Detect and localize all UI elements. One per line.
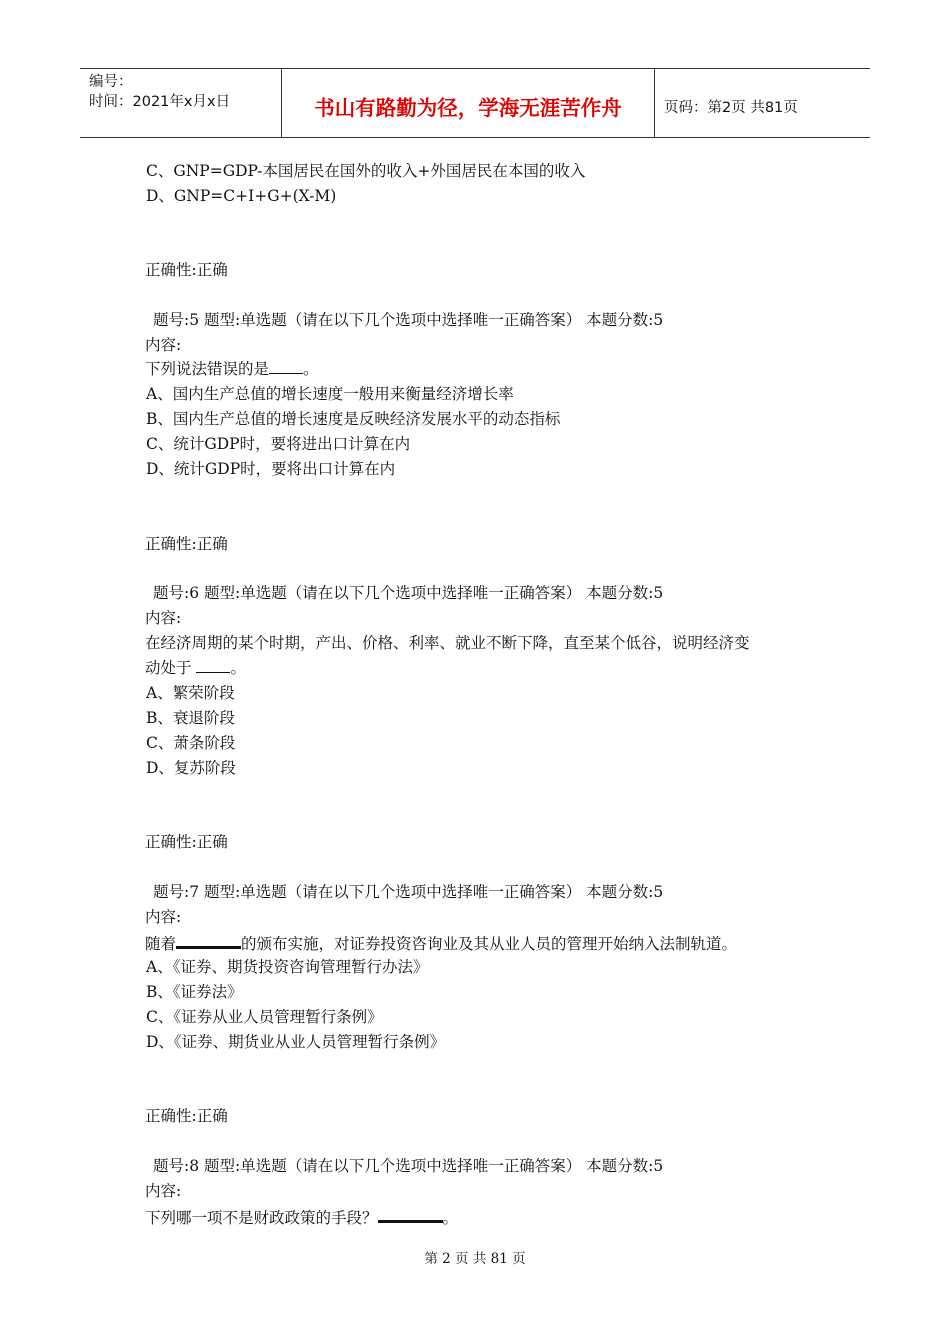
q7-option-b: B、《证券法》 — [146, 983, 243, 1001]
q5-option-b: B、国内生产总值的增长速度是反映经济发展水平的动态指标 — [146, 410, 561, 428]
q7-header: 题号:7 题型:单选题（请在以下几个选项中选择唯一正确答案） 本题分数:5 — [153, 883, 664, 901]
q6-stem-line1: 在经济周期的某个时期，产出、价格、利率、就业不断下降，直至某个低谷，说明经济变 — [145, 634, 750, 652]
q4-option-d: D、GNP=C+I+G+(X-M) — [146, 187, 337, 205]
answer-blank — [269, 359, 303, 374]
q8-stem-text: 下列哪一项不是财政政策的手段？ — [145, 1209, 378, 1227]
q7-stem-text: 随着 — [145, 935, 177, 953]
q7-option-a: A、《证券、期货投资咨询管理暂行办法》 — [146, 958, 429, 976]
q6-content-label: 内容: — [145, 609, 182, 627]
q4-correctness: 正确性:正确 — [145, 261, 228, 279]
q5-stem-text: 下列说法错误的是 — [145, 360, 270, 378]
q6-stem-text: 动处于 — [145, 659, 197, 677]
q7-stem — [145, 932, 737, 954]
answer-blank — [176, 932, 241, 949]
q4-option-c: C、GNP=GDP-本国居民在国外的收入+外国居民在本国的收入 — [146, 162, 586, 180]
q6-option-a: A、繁荣阶段 — [146, 684, 235, 702]
q5-header: 题号:5 题型:单选题（请在以下几个选项中选择唯一正确答案） 本题分数:5 — [153, 311, 664, 329]
q6-stem-end: 。 — [230, 659, 246, 677]
q8-content-label: 内容: — [145, 1182, 182, 1200]
q6-header: 题号:6 题型:单选题（请在以下几个选项中选择唯一正确答案） 本题分数:5 — [153, 584, 664, 602]
q8-header: 题号:8 题型:单选题（请在以下几个选项中选择唯一正确答案） 本题分数:5 — [153, 1157, 664, 1175]
q5-option-d: D、统计GDP时，要将出口计算在内 — [146, 460, 396, 478]
q7-option-c: C、《证券从业人员管理暂行条例》 — [146, 1008, 383, 1026]
q5-content-label: 内容: — [145, 336, 182, 354]
q5-option-a: A、国内生产总值的增长速度一般用来衡量经济增长率 — [146, 385, 514, 403]
q6-option-b: B、衰退阶段 — [146, 709, 235, 727]
page-footer: 第 2 页 共 81 页 — [424, 1251, 526, 1267]
number-label: 编号： — [89, 74, 133, 90]
q6-stem-line2 — [145, 658, 246, 678]
q6-correctness: 正确性:正确 — [145, 833, 228, 851]
q7-content-label: 内容: — [145, 908, 182, 926]
q6-option-c: C、萧条阶段 — [146, 734, 236, 752]
q7-correctness: 正确性:正确 — [145, 1107, 228, 1125]
answer-blank — [196, 658, 230, 673]
q7-option-d: D、《证券、期货业从业人员管理暂行条例》 — [146, 1033, 446, 1051]
date-label: 时间：2021年x月x日 — [89, 94, 231, 110]
q8-stem — [145, 1206, 458, 1228]
q5-option-c: C、统计GDP时，要将进出口计算在内 — [146, 435, 411, 453]
q8-stem-end: 。 — [442, 1209, 459, 1227]
q7-stem-end: 的颁布实施，对证券投资咨询业及其从业人员的管理开始纳入法制轨道。 — [241, 935, 738, 953]
q5-correctness: 正确性:正确 — [145, 535, 228, 553]
page-header — [80, 68, 870, 138]
header-meta — [80, 69, 282, 137]
header-page-info: 页码：第2页 共81页 — [664, 99, 798, 116]
q6-option-d: D、复苏阶段 — [146, 759, 236, 777]
q5-stem — [145, 359, 319, 379]
answer-blank — [378, 1206, 443, 1223]
header-motto: 书山有路勤为径，学海无涯苦作舟 — [282, 69, 655, 137]
q5-stem-end: 。 — [303, 360, 319, 378]
